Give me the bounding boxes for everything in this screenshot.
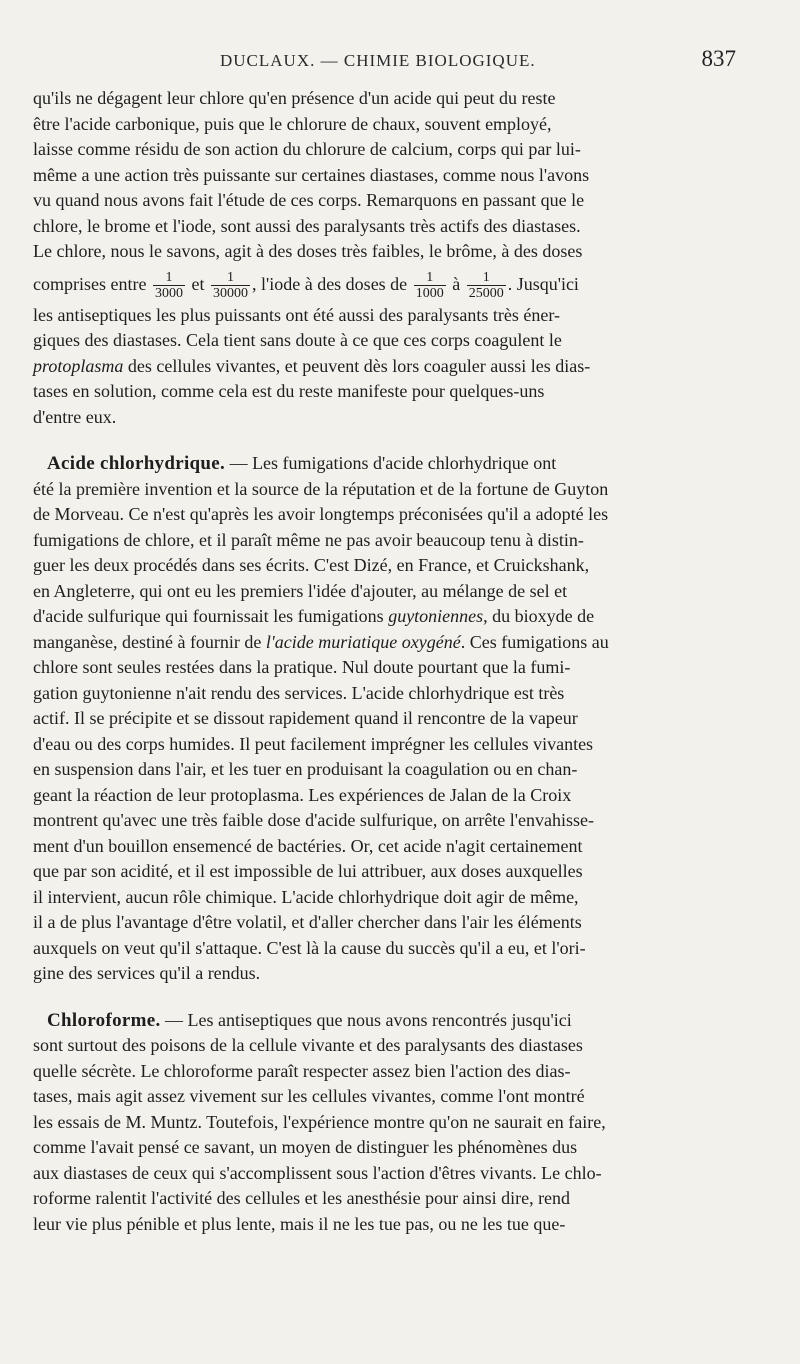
text-fragment: , du bioxyde de	[483, 606, 595, 626]
text-fragment: — Les fumigations d'acide chlorhydrique ont	[225, 453, 557, 473]
text-line: les essais de M. Muntz. Toutefois, l'expérience montre qu'on ne saurait en faire,	[33, 1111, 606, 1132]
text-line: tases en solution, comme cela est du reste manifeste pour quelques-uns	[33, 381, 545, 401]
text-line: en suspension dans l'air, et les tuer en produisant la coagulation ou en chan-	[33, 759, 578, 779]
text-line	[33, 604, 763, 630]
fraction-denominator: 3000	[154, 285, 183, 301]
text-line: chlore sont seules restées dans la pratique. Nul doute pourtant que la fumi-	[33, 657, 571, 677]
text-line: Le chlore, nous le savons, agit à des doses très faibles, le brôme, à des doses	[33, 241, 583, 261]
page-header	[0, 44, 800, 78]
fraction-numerator: 1	[426, 269, 434, 285]
text-line: d'entre eux.	[33, 406, 117, 427]
text-line	[33, 630, 763, 656]
text-line: leur vie plus pénible et plus lente, mais il ne les tue pas, ou ne les tue que-	[33, 1213, 566, 1234]
text-fragment: et	[191, 273, 205, 294]
fraction-denominator: 25000	[468, 285, 504, 301]
text-line: geant la réaction de leur protoplasma. Les expériences de Jalan de la Croix	[33, 784, 572, 805]
text-line: giques des diastases. Cela tient sans doute à ce que ces corps coagulent le	[33, 330, 562, 350]
text-line	[33, 354, 763, 380]
text-line: vu quand nous avons fait l'étude de ces corps. Remarquons en passant que le	[33, 190, 585, 210]
italic-term: l'acide muriatique oxygéné	[265, 631, 461, 652]
fraction	[211, 270, 250, 301]
text-fragment: — Les antiseptiques que nous avons rencontrés jusqu'ici	[160, 1009, 572, 1030]
page-number: 837	[701, 46, 736, 71]
text-line: gation guytonienne n'ait rendu des services. L'acide chlorhydrique est très	[33, 682, 565, 703]
text-line: être l'acide carbonique, puis que le chlorure de chaux, souvent employé,	[33, 113, 552, 134]
section-heading: Acide chlorhydrique.	[47, 453, 226, 474]
text-line: que par son acidité, et il est impossible de lui attribuer, aux doses auxquelles	[33, 861, 583, 881]
text-line: guer les deux procédés dans ses écrits. C'est Dizé, en France, et Cruickshank,	[33, 555, 590, 575]
paragraph-chloroforme	[33, 1008, 763, 1238]
text-line: les antiseptiques les plus puissants ont été aussi des paralysants très éner-	[33, 304, 561, 325]
italic-term: protoplasma	[33, 355, 124, 376]
paragraph-acide-chlorhydrique	[33, 451, 763, 987]
text-line: même a une action très puissante sur certaines diastases, comme nous l'avons	[33, 164, 590, 185]
text-line: ment d'un bouillon ensemencé de bactéries. Or, cet acide n'agit certainement	[33, 835, 583, 856]
text-line: de Morveau. Ce n'est qu'après les avoir longtemps préconisées qu'il a adopté les	[33, 504, 609, 524]
text-fragment: à	[452, 273, 461, 294]
text-line: quelle sécrète. Le chloroforme paraît respecter assez bien l'action des dias-	[33, 1060, 571, 1081]
text-line	[33, 451, 763, 477]
text-fragment: des cellules vivantes, et peuvent dès lors coaguler aussi les dias-	[123, 355, 591, 376]
text-line: fumigations de chlore, et il paraît même ne pas avoir beaucoup tenu à distin-	[33, 529, 584, 550]
running-head: DUCLAUX. — CHIMIE BIOLOGIQUE.	[220, 51, 536, 70]
text-line: actif. Il se précipite et se dissout rapidement quand il rencontre de la vapeur	[33, 708, 578, 728]
text-fragment: . Ces fumigations au	[460, 631, 609, 652]
fraction	[467, 270, 506, 301]
fraction-denominator: 1000	[415, 285, 444, 301]
text-line	[33, 1008, 763, 1034]
text-fragment: d'acide sulfurique qui fournissait les fumigations	[33, 606, 389, 626]
text-fragment: , l'iode à des doses de	[251, 273, 408, 294]
text-line: roforme ralentit l'activité des cellules et les anesthésie pour ainsi dire, rend	[33, 1188, 571, 1208]
text-fragment: comprises entre	[33, 273, 147, 294]
text-line: qu'ils ne dégagent leur chlore qu'en présence d'un acide qui peut du reste	[33, 88, 556, 108]
fraction-numerator: 1	[226, 269, 234, 285]
fraction-denominator: 30000	[212, 285, 248, 301]
text-line: aux diastases de ceux qui s'accomplissent sous l'action d'êtres vivants. Le chlo-	[33, 1162, 602, 1183]
italic-term: guytoniennes	[388, 606, 484, 626]
text-line: tases, mais agit assez vivement sur les cellules vivantes, comme l'ont montré	[33, 1086, 585, 1106]
fraction	[414, 270, 446, 301]
text-line: montrent qu'avec une très faible dose d'acide sulfurique, on arrête l'envahisse-	[33, 810, 595, 830]
fraction-numerator: 1	[482, 269, 490, 285]
body-text	[33, 86, 763, 1237]
text-line: chlore, le brome et l'iode, sont aussi des paralysants très actifs des diastases.	[33, 215, 581, 236]
text-line: gine des services qu'il a rendus.	[33, 963, 261, 983]
text-line: comme l'avait pensé ce savant, un moyen de distinguer les phénomènes dus	[33, 1137, 578, 1157]
text-line: été la première invention et la source de la réputation et de la fortune de Guyton	[33, 478, 609, 499]
text-line: laisse comme résidu de son action du chlorure de calcium, corps qui par lui-	[33, 139, 581, 159]
fraction-numerator: 1	[165, 269, 173, 285]
fraction	[153, 270, 185, 301]
text-line: il intervient, aucun rôle chimique. L'acide chlorhydrique doit agir de même,	[33, 886, 579, 907]
text-line-fractions	[33, 265, 763, 303]
paragraph-diastase-paralysants	[33, 86, 763, 430]
text-line: en Angleterre, qui ont eu les premiers l'idée d'ajouter, au mélange de sel et	[33, 580, 568, 601]
text-fragment: . Jusqu'ici	[507, 273, 579, 294]
text-line: il a de plus l'avantage d'être volatil, et d'aller chercher dans l'air les éléments	[33, 912, 582, 932]
text-line: sont surtout des poisons de la cellule vivante et des paralysants des diastases	[33, 1035, 583, 1055]
section-heading: Chloroforme.	[47, 1009, 161, 1031]
text-line: auxquels on veut qu'il s'attaque. C'est là la cause du succès qu'il a eu, et l'ori-	[33, 937, 586, 958]
text-line: d'eau ou des corps humides. Il peut facilement imprégner les cellules vivantes	[33, 733, 594, 754]
text-fragment: manganèse, destiné à fournir de	[33, 631, 266, 652]
